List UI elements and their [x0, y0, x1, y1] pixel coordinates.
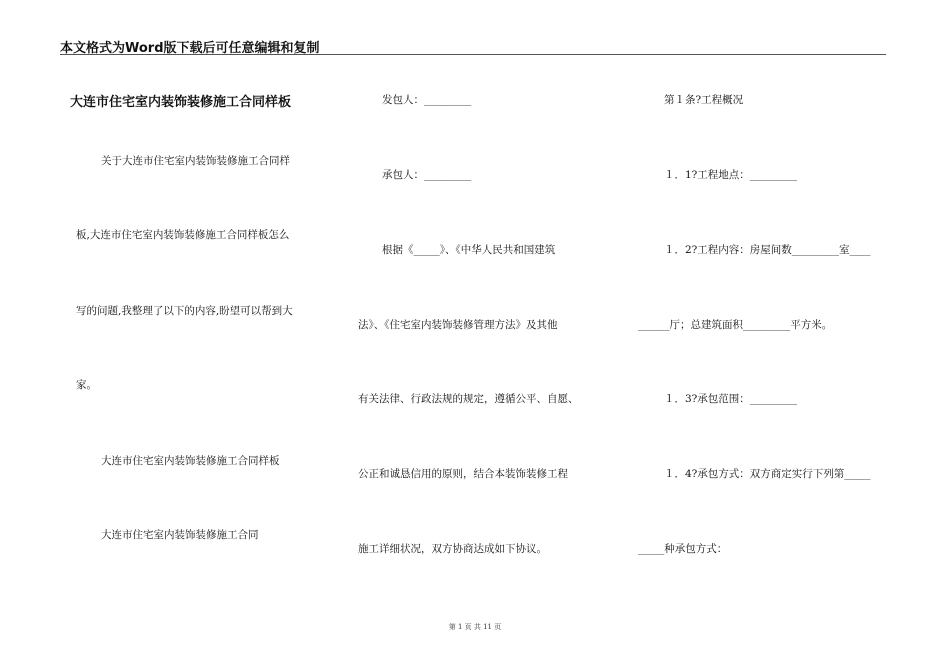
- col2-line-4: 法》、《住宅室内装饰装修管理方法》及其他: [358, 319, 558, 331]
- col1-line-2: 板,大连市住宅室内装饰装修施工合同样板怎么: [76, 229, 290, 241]
- col3-line-4: ______厅；总建筑面积_________平方米。: [638, 319, 833, 331]
- col2-line-6: 公正和诚恳信用的原则，结合本装饰装修工程: [358, 468, 568, 480]
- col2-line-2: 承包人：_________: [382, 169, 472, 181]
- col3-line-5: １．3?承包范围：_________: [664, 393, 798, 405]
- col2-line-7: 施工详细状况，双方协商达成如下协议。: [358, 543, 547, 555]
- page-header-text: 本文格式为Word版下载后可任意编辑和复制: [60, 41, 320, 56]
- col2-line-5: 有关法律、行政法规的规定，遵循公平、自愿、: [358, 393, 579, 405]
- page-number-footer: 第 1 页 共 11 页: [448, 623, 502, 631]
- col3-line-6: １．4?承包方式：双方商定实行下列第_____: [664, 468, 871, 480]
- col1-line-3: 写的问题,我整理了以下的内容,盼望可以帮到大: [76, 305, 293, 317]
- col3-line-3: １．2?工程内容：房屋间数_________室____: [664, 244, 871, 256]
- col3-line-7: _____种承包方式：: [638, 543, 728, 555]
- col1-line-4: 家。: [76, 379, 97, 391]
- col2-line-3: 根据《_____》、《中华人民共和国建筑: [382, 244, 556, 256]
- col3-line-2: １．1?工程地点：_________: [664, 169, 798, 181]
- document-title: 大连市住宅室内装饰装修施工合同样板: [70, 95, 292, 110]
- col1-line-1: 关于大连市住宅室内装饰装修施工合同样: [101, 155, 290, 167]
- header-divider: [60, 54, 886, 55]
- col2-line-1: 发包人：_________: [382, 94, 472, 106]
- col3-line-1: 第１条?工程概况: [664, 94, 744, 106]
- col1-line-6: 大连市住宅室内装饰装修施工合同: [101, 529, 259, 541]
- col1-line-5: 大连市住宅室内装饰装修施工合同样板: [101, 455, 280, 467]
